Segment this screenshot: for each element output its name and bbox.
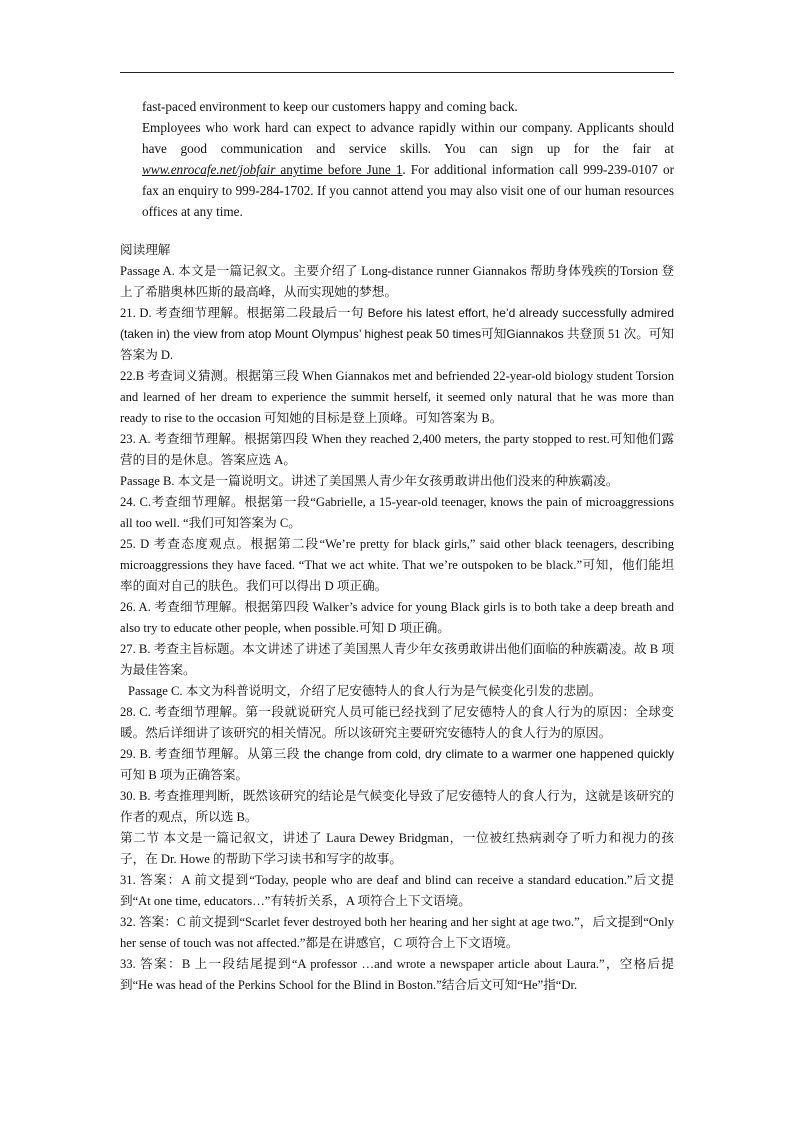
passage-c-summary: Passage C. 本文为科普说明文，介绍了尼安德特人的食人行为是气候变化引发的悲剧。 bbox=[128, 684, 602, 698]
ad-p2-text: Employees who work hard can expect to advance rapidly within our company. Applicants should have good communication and service skills. You can sign up for the fair at bbox=[142, 120, 674, 156]
answer-21-tail: 共登顶 51 次。可知答案为 D. bbox=[120, 327, 674, 362]
answer-21-name: Giannakos bbox=[506, 327, 564, 341]
answer-25: 25. D 考查态度观点。根据第二段“We’re pretty for black girls,” said other black teenagers, describing microaggressions they have faced. “That we act white. That we’re outspoken to be black.”可知，他们能坦率的面对自己的肤色。我们可以得出 D 项正确。 bbox=[120, 537, 674, 593]
answer-23: 23. A. 考查细节理解。根据第四段 When they reached 2,400 meters, the party stopped to rest.可知他们露营的目的是休息。答案应选 A。 bbox=[120, 432, 674, 467]
answer-key bbox=[120, 240, 674, 996]
section-2-summary: 第二节 本文是一篇记叙文，讲述了 Laura Dewey Bridgman，一位被红热病剥夺了听力和视力的孩子，在 Dr. Howe 的帮助下学习读书和写字的故事。 bbox=[120, 831, 674, 866]
answer-21-quote: Before his latest effort, he’d already successfully admired (taken in) the view from atop Mount Olympus’ highest peak 50 times bbox=[120, 306, 675, 341]
answer-21-lead: 21. D. 考查细节理解。根据第二段最后一句 bbox=[120, 306, 368, 320]
passage-b-summary: Passage B. 本文是一篇说明文。讲述了美国黑人青少年女孩勇敢讲出他们没来的种族霸凌。 bbox=[120, 474, 619, 488]
answer-27: 27. B. 考查主旨标题。本文讲述了讲述了美国黑人青少年女孩勇敢讲出他们面临的种族霸凌。故 B 项为最佳答案。 bbox=[120, 642, 674, 677]
header-rule bbox=[120, 72, 674, 73]
ad-p2-contact: . For additional information call 999-239-0107 or fax an enquiry to 999-284-1702. If you cannot attend you may also visit one of our human resources offices at any time. bbox=[142, 162, 674, 219]
answer-29-lead: 29. B. 考查细节理解。从第三段 bbox=[120, 747, 304, 761]
deadline-text: anytime before June 1 bbox=[275, 162, 403, 177]
answer-33: 33. 答案：B 上一段结尾提到“A professor …and wrote a newspaper article about Laura.”，空格后提到“He was head of the Perkins School for the Blind in Boston.”结合后文可知“He”指“Dr. bbox=[120, 957, 674, 992]
answer-30: 30. B. 考查推理判断，既然该研究的结论是气候变化导致了尼安德特人的食人行为，这就是该研究的作者的观点，所以选 B。 bbox=[120, 789, 674, 824]
answer-29-tail: 可知 B 项为正确答案。 bbox=[120, 768, 249, 782]
section-heading: 阅读理解 bbox=[120, 243, 171, 257]
answer-22: 22.B 考查词义猜测。根据第三段 When Giannakos met and befriended 22-year-old biology student Torsion and learned of her dream to experience the summit herself, it seemed only natural that he was more than ready to rise to the occasion 可知她的目标是登上顶峰。可知答案为 B。 bbox=[120, 369, 674, 425]
passage-a-summary: Passage A. 本文是一篇记叙文。主要介绍了 Long-distance runner Giannakos 帮助身体残疾的Torsion 登上了希腊奥林匹斯的最高峰，从而实现她的梦想。 bbox=[120, 264, 674, 299]
answer-26: 26. A. 考查细节理解。根据第四段 Walker’s advice for young Black girls is to both take a deep breath and also try to educate other people, when possible.可知 D 项正确。 bbox=[120, 600, 674, 635]
ad-line-1: fast-paced environment to keep our customers happy and coming back. bbox=[142, 99, 518, 114]
answer-32: 32. 答案：C 前文提到“Scarlet fever destroyed both her hearing and her sight at age two.”，后文提到“Only her sense of touch was not affected.”都是在讲感官，C 项符合上下文语境。 bbox=[120, 915, 674, 950]
ad-paragraph-2 bbox=[142, 117, 674, 222]
answer-24: 24. C.考查细节理解。根据第一段“Gabrielle, a 15-year-old teenager, knows the pain of microaggressions all too well. “我们可知答案为 C。 bbox=[120, 495, 674, 530]
answer-28: 28. C. 考查细节理解。第一段就说研究人员可能已经找到了尼安德特人的食人行为的原因：全球变暖。然后详细讲了该研究的相关情况。所以该研究主要研究安德特人的食人行为的原因。 bbox=[120, 705, 674, 740]
answer-29-quote: the change from cold, dry climate to a warmer one happened quickly bbox=[303, 747, 674, 761]
answer-31: 31. 答案：A 前文提到“Today, people who are deaf and blind can receive a standard education.”后文提到“At one time, educators…”有转折关系，A 项符合上下文语境。 bbox=[120, 873, 674, 908]
jobfair-link[interactable]: www.enrocafe.net/jobfair bbox=[142, 162, 276, 177]
job-fair-ad bbox=[142, 96, 674, 222]
answer-21 bbox=[120, 303, 674, 366]
answer-21-mid: 可知 bbox=[481, 327, 507, 341]
answer-29 bbox=[120, 744, 674, 786]
